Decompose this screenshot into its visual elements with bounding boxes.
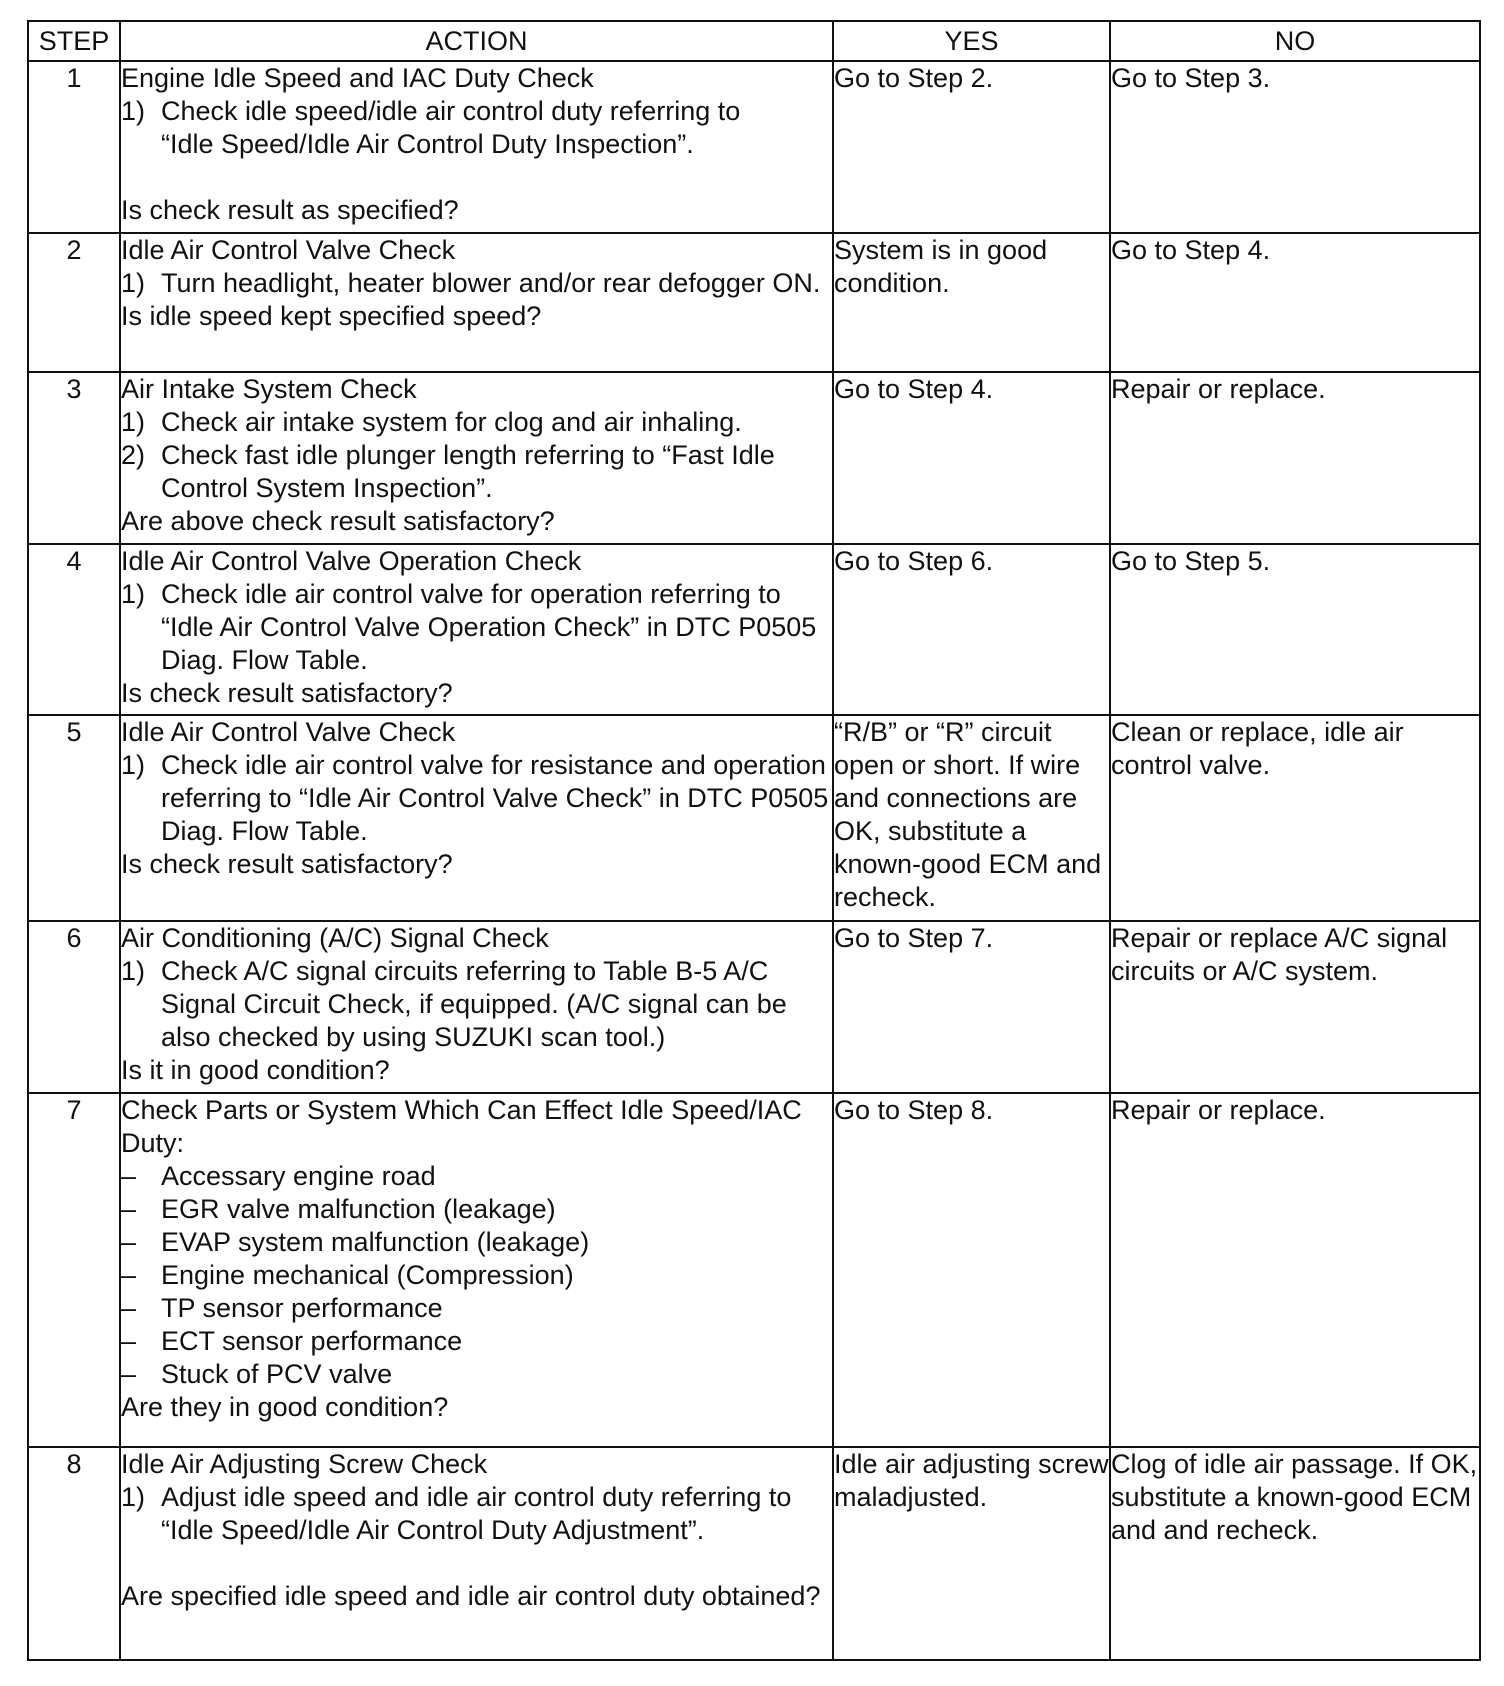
action-item bbox=[121, 406, 832, 439]
table-row bbox=[28, 544, 1480, 716]
action-item bbox=[121, 955, 832, 1054]
step-number: 4 bbox=[28, 544, 120, 716]
action-title: Air Conditioning (A/C) Signal Check bbox=[121, 923, 549, 954]
yes-result: Go to Step 8. bbox=[833, 1093, 1110, 1447]
item-text: Stuck of PCV valve bbox=[161, 1359, 393, 1389]
no-result: Repair or replace. bbox=[1110, 1093, 1480, 1447]
yes-result: Go to Step 7. bbox=[833, 921, 1110, 1093]
yes-result: Idle air adjusting screw maladjusted. bbox=[833, 1447, 1110, 1660]
step-number: 2 bbox=[28, 233, 120, 372]
item-text: ECT sensor performance bbox=[161, 1326, 463, 1356]
yes-result: “R/B” or “R” circuit open or short. If wire and connections are OK, substitute a known-good ECM and recheck. bbox=[833, 715, 1110, 921]
table-row bbox=[28, 372, 1480, 544]
step-number: 3 bbox=[28, 372, 120, 544]
action-cell bbox=[120, 1447, 833, 1660]
action-cell bbox=[120, 544, 833, 716]
action-cell bbox=[120, 61, 833, 233]
yes-result: Go to Step 2. bbox=[833, 61, 1110, 233]
step-number: 7 bbox=[28, 1093, 120, 1447]
action-item bbox=[121, 1481, 832, 1547]
action-question: Is check result as specified? bbox=[121, 195, 459, 225]
item-text: Check A/C signal circuits referring to Table B-5 A/C Signal Circuit Check, if equipped. (A/C signal can be also checked by using SUZUKI scan tool.) bbox=[161, 956, 787, 1053]
spacer bbox=[121, 1547, 832, 1580]
action-question: Is check result satisfactory? bbox=[121, 677, 453, 708]
item-marker: – bbox=[121, 1161, 137, 1191]
table-row bbox=[28, 61, 1480, 233]
action-title: Air Intake System Check bbox=[121, 373, 417, 404]
action-title: Engine Idle Speed and IAC Duty Check bbox=[121, 63, 594, 93]
item-text: Adjust idle speed and idle air control duty referring to “Idle Speed/Idle Air Control Duty Adjustment”. bbox=[161, 1481, 792, 1545]
header-no: NO bbox=[1110, 21, 1480, 61]
action-item bbox=[121, 578, 832, 677]
action-cell bbox=[120, 1093, 833, 1447]
table-header bbox=[28, 21, 1480, 61]
header-yes: YES bbox=[833, 21, 1110, 61]
item-marker: 1) bbox=[121, 406, 146, 437]
no-result: Clean or replace, idle air control valve. bbox=[1110, 715, 1480, 921]
action-item bbox=[121, 1358, 832, 1391]
table-body bbox=[28, 61, 1480, 1660]
yes-result: System is in good condition. bbox=[833, 233, 1110, 372]
table-row bbox=[28, 233, 1480, 372]
action-item bbox=[121, 1325, 832, 1358]
item-marker: – bbox=[121, 1326, 137, 1356]
action-item bbox=[121, 749, 832, 848]
action-title: Check Parts or System Which Can Effect Idle Speed/IAC Duty: bbox=[121, 1095, 810, 1158]
action-question: Is it in good condition? bbox=[121, 1055, 390, 1086]
action-cell bbox=[120, 715, 833, 921]
item-text: EVAP system malfunction (leakage) bbox=[161, 1227, 590, 1257]
header-row bbox=[28, 21, 1480, 61]
item-text: Turn headlight, heater blower and/or rear defogger ON. bbox=[161, 267, 821, 298]
action-item bbox=[121, 1160, 832, 1193]
step-number: 8 bbox=[28, 1447, 120, 1660]
yes-result: Go to Step 6. bbox=[833, 544, 1110, 716]
diagnostic-flow-table bbox=[27, 20, 1481, 1661]
no-result: Go to Step 3. bbox=[1110, 61, 1480, 233]
no-result: Clog of idle air passage. If OK, substitute a known-good ECM and and recheck. bbox=[1110, 1447, 1480, 1660]
item-text: Check air intake system for clog and air inhaling. bbox=[161, 406, 742, 437]
item-marker: 1) bbox=[121, 267, 146, 298]
action-question: Are they in good condition? bbox=[121, 1392, 449, 1422]
item-marker: – bbox=[121, 1359, 137, 1389]
item-marker: 1) bbox=[121, 578, 146, 609]
action-question: Are above check result satisfactory? bbox=[121, 505, 555, 536]
item-text: EGR valve malfunction (leakage) bbox=[161, 1194, 556, 1224]
no-result: Repair or replace A/C signal circuits or A/C system. bbox=[1110, 921, 1480, 1093]
item-text: Accessary engine road bbox=[161, 1161, 436, 1191]
item-text: Check idle air control valve for operation referring to “Idle Air Control Valve Operation Check” in DTC P0505 Diag. Flow Table. bbox=[161, 578, 817, 675]
action-title: Idle Air Control Valve Check bbox=[121, 717, 456, 748]
action-title: Idle Air Control Valve Operation Check bbox=[121, 545, 582, 576]
step-number: 1 bbox=[28, 61, 120, 233]
item-text: Engine mechanical (Compression) bbox=[161, 1260, 574, 1290]
action-question: Is check result satisfactory? bbox=[121, 849, 453, 880]
header-action: ACTION bbox=[120, 21, 833, 61]
action-title: Idle Air Adjusting Screw Check bbox=[121, 1448, 488, 1479]
item-marker: – bbox=[121, 1194, 137, 1224]
item-marker: 1) bbox=[121, 750, 146, 781]
action-cell bbox=[120, 233, 833, 372]
action-item bbox=[121, 267, 832, 300]
action-title: Idle Air Control Valve Check bbox=[121, 234, 456, 265]
action-item bbox=[121, 1292, 832, 1325]
table-row bbox=[28, 715, 1480, 921]
item-marker: 1) bbox=[121, 956, 146, 987]
item-marker: – bbox=[121, 1227, 137, 1257]
item-marker: – bbox=[121, 1260, 137, 1290]
yes-result: Go to Step 4. bbox=[833, 372, 1110, 544]
item-text: TP sensor performance bbox=[161, 1293, 443, 1323]
action-item bbox=[121, 95, 832, 161]
action-cell bbox=[120, 921, 833, 1093]
action-cell bbox=[120, 372, 833, 544]
table-row bbox=[28, 1093, 1480, 1447]
step-number: 6 bbox=[28, 921, 120, 1093]
action-item bbox=[121, 1193, 832, 1226]
item-marker: 2) bbox=[121, 439, 146, 470]
table-row bbox=[28, 1447, 1480, 1660]
no-result: Go to Step 5. bbox=[1110, 544, 1480, 716]
item-marker: – bbox=[121, 1293, 137, 1323]
item-text: Check idle air control valve for resistance and operation referring to “Idle Air Control Valve Check” in DTC P0505 Diag. Flow Table. bbox=[161, 750, 829, 847]
item-marker: 1) bbox=[121, 1481, 146, 1512]
action-item bbox=[121, 1226, 832, 1259]
spacer bbox=[121, 161, 832, 194]
item-marker: 1) bbox=[121, 96, 146, 126]
no-result: Go to Step 4. bbox=[1110, 233, 1480, 372]
action-question: Is idle speed kept specified speed? bbox=[121, 300, 542, 331]
item-text: Check fast idle plunger length referring to “Fast Idle Control System Inspection”. bbox=[161, 439, 775, 503]
step-number: 5 bbox=[28, 715, 120, 921]
action-item bbox=[121, 439, 832, 505]
table-row bbox=[28, 921, 1480, 1093]
item-text: Check idle speed/idle air control duty referring to “Idle Speed/Idle Air Control Duty Inspection”. bbox=[161, 96, 741, 159]
no-result: Repair or replace. bbox=[1110, 372, 1480, 544]
header-step: STEP bbox=[28, 21, 120, 61]
action-item bbox=[121, 1259, 832, 1292]
action-question: Are specified idle speed and idle air control duty obtained? bbox=[121, 1580, 821, 1611]
